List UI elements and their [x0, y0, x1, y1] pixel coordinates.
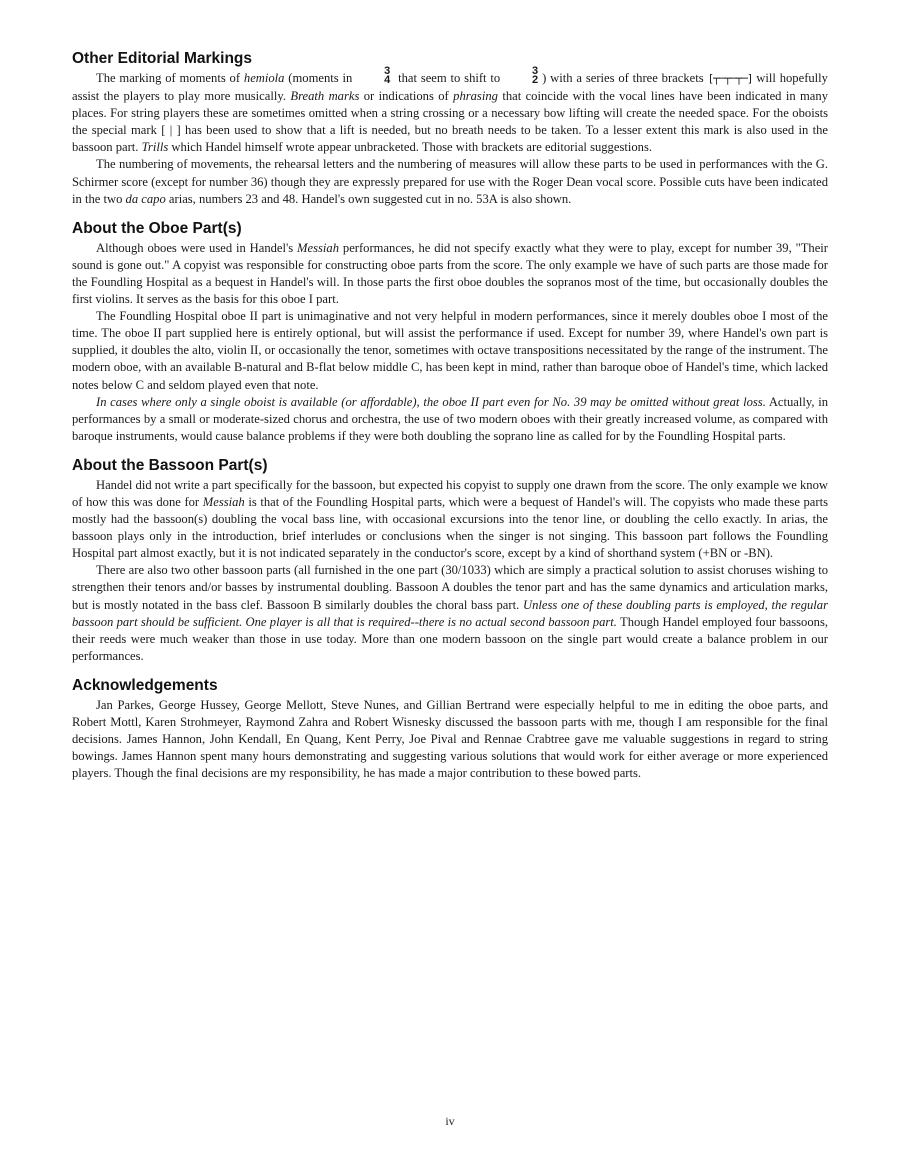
- text-run: that seem to shift to: [394, 71, 505, 85]
- text-run: The marking of moments of: [96, 71, 244, 85]
- section-oboe-parts: [72, 220, 828, 445]
- time-signature-3-2: [508, 67, 538, 85]
- text-run: Though Handel employed four bassoons, their reeds were much weaker than those in use today. More than one modern bassoon on the single part would create a balance problem in our performances.: [72, 614, 828, 663]
- paragraph-acknowledgements: Jan Parkes, George Hussey, George Mellott, Steve Nunes, and Gillian Bertrand were especially helpful to me in editing the oboe parts, and Robert Mottl, Karen Strohmeyer, Raymond Zahra and Robert Wisnesky discussed the bassoon parts with me, though I am responsible for the final decisions. James Hannon, John Kendall, En Quang, Kent Perry, Joe Pival and Rennae Crabtree gave me valuable suggestions in regard to string bowings. James Hannon spent many hours demonstrating and suggesting various solutions that would work for either average or more experienced players. Though the final decisions are my responsibility, he has made a major contribution to these bowed parts.: [72, 697, 828, 781]
- italic-note: Unless one of these doubling parts is employed, the regular bassoon part should be sufficient. One player is all that is required--there is no actual second bassoon part.: [72, 597, 828, 629]
- text-run: There are also two other bassoon parts (all furnished in the one part (30/1033) which are simply a practical solution to assist choruses wishing to strengthen their tenors and/or basses by instrumental doubling. Bassoon A doubles the tenor part and has the same dynamics and articulation marks, but is mostly notated in the bass clef. Bassoon B similarly doubles the choral bass part.: [72, 563, 828, 612]
- title-messiah: Messiah: [202, 494, 245, 509]
- text-run: Handel did not write a part specifically for the bassoon, but expected his copyist to supply one drawn from the score. The only example we know of how this was done for: [72, 477, 828, 509]
- title-messiah: Messiah: [297, 240, 340, 255]
- heading-bassoon-parts: About the Bassoon Part(s): [72, 456, 268, 474]
- time-sig-top: 3: [532, 65, 539, 78]
- italic-note: In cases where only a single oboist is available (or affordable), the oboe II part even for No. 39 may be omitted without great loss.: [96, 394, 766, 409]
- text-run: arias, numbers 23 and 48. Handel's own suggested cut in no. 53A is also shown.: [165, 191, 572, 206]
- time-sig-top: 3: [384, 65, 391, 78]
- paragraph-oboe-3: [72, 394, 828, 445]
- section-bassoon-parts: [72, 457, 828, 665]
- paragraph-oboe-1: [72, 240, 828, 308]
- term-da-capo: da capo: [125, 191, 166, 206]
- page-body: [72, 50, 828, 794]
- time-sig-bottom: 2: [532, 74, 539, 87]
- heading-editorial-markings: Other Editorial Markings: [72, 50, 253, 67]
- text-run: performances, he did not specify exactly what they were to play, except for number 39, "Their sound is gone out." A copyist was responsible for constructing oboe parts from the score. The only example we have of such parts are those made for the Foundling Hospital as a bequest in Handel's will. In those parts the first oboe doubles the sopranos most of the time, but occasionally doubles the first violins. It serves as the basis for this oboe I part.: [72, 240, 828, 307]
- term-hemiola: hemiola: [243, 71, 285, 85]
- text-run: or indications of: [359, 89, 454, 104]
- time-signature-3-4: [360, 67, 390, 85]
- section-acknowledgements: [72, 677, 828, 782]
- term-trills: Trills: [141, 140, 169, 155]
- text-run: which Handel himself wrote appear unbracketed. Those with brackets are editorial suggestions.: [168, 140, 652, 155]
- heading-acknowledgements: Acknowledgements: [72, 676, 218, 694]
- paragraph-editorial-1: [72, 65, 828, 156]
- paragraph-bassoon-1: [72, 477, 828, 562]
- text-run: is that of the Foundling Hospital parts, which were a bequest of Handel's will. The copyists who made these parts mostly had the bassoon(s) doubling the vocal bass line, with occasional excursions into the tenor line, or doubling the cello exactly. In arias, the bassoon plays only in the introduction, brief interludes or conclusions when the singer is not singing. This bassoon part follows the Foundling Hospital part almost exactly, but it is not indicated separately in the conductor's score, except by a kind of shorthand system (+BN or -BN).: [72, 494, 828, 561]
- text-run: Although oboes were used in Handel's: [96, 240, 298, 255]
- term-breath-marks: Breath marks: [290, 89, 360, 104]
- text-run: (moments in: [284, 71, 357, 85]
- paragraph-bassoon-2: [72, 562, 828, 665]
- hemiola-brackets-symbol: [┬─┬─┬─]: [707, 72, 753, 85]
- text-run: The numbering of movements, the rehearsal letters and the numbering of measures will allow these parts to be used in performances with the G. Schirmer score (except for number 36) though they are expressly prepared for use with the Roger Dean vocal score. Possible cuts have been indicated in the two: [72, 157, 828, 206]
- page-number: iv: [445, 1114, 455, 1128]
- section-editorial-markings: [72, 50, 828, 208]
- paragraph-oboe-2: The Foundling Hospital oboe II part is unimaginative and not very helpful in modern performances, since it merely doubles oboe I most of the time. The oboe II part supplied here is entirely optional, but will assist the performance if used. Except for number 39, where Handel's own part is supplied, it doubles the alto, violin II, or occasionally the tenor, sometimes with octave transpositions necessitated by the range of the instrument. The modern oboe, with an available B-natural and B-flat below middle C, has been kept in mind, rather than baroque oboe of Handel's time, which lacked notes below C and seldom played even that note.: [72, 309, 828, 392]
- text-run: that coincide with the vocal lines have been indicated in many places. For string players these are sometimes omitted when a string crossing or a necessary bow lifting will create the needed space. For the oboists the special mark [ | ] has been used to show that a lift is needed, but no breath needs to be taken. To a lesser extent this mark is also used in the bassoon part.: [72, 89, 828, 155]
- heading-oboe-parts: About the Oboe Part(s): [72, 219, 242, 237]
- text-run: will hopefully assist the players to play more musically.: [72, 71, 828, 104]
- time-sig-bottom: 4: [384, 74, 391, 87]
- paragraph-editorial-2: [72, 156, 828, 207]
- text-run: ) with a series of three brackets: [542, 71, 708, 85]
- term-phrasing: phrasing: [453, 89, 498, 104]
- text-run: Actually, in performances by a small or moderate-sized chorus and orchestra, the use of two modern oboes with their greatly increased volume, as compared with baroque instruments, would cause balance problems if they were both doubling the soprano line as called for by the Foundling Hospital parts.: [72, 394, 828, 443]
